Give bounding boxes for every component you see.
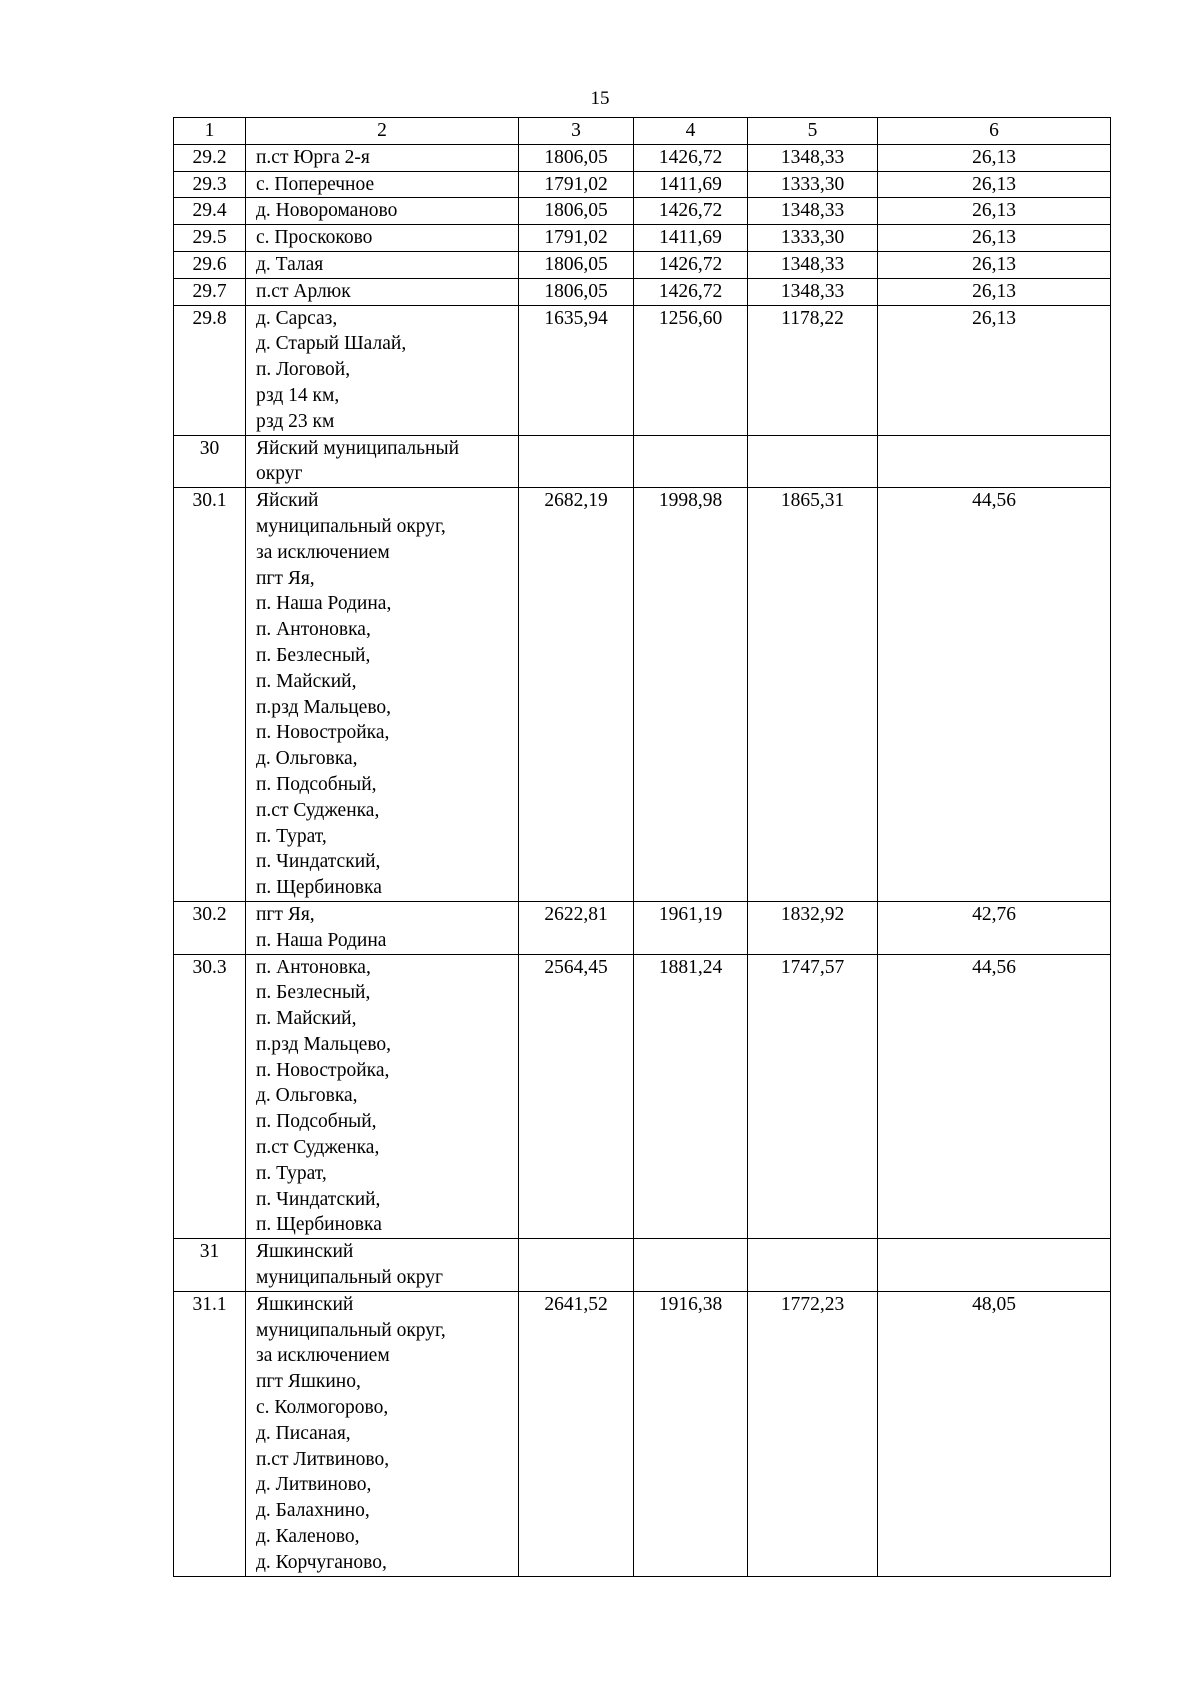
row-number-cell: 30: [174, 435, 246, 488]
value-cell-c5: 1333,30: [748, 171, 878, 198]
settlement-name-cell: [246, 1239, 519, 1292]
settlement-name-line: Яшкинский: [256, 1241, 354, 1263]
value-cell-c5: 1865,31: [748, 488, 878, 902]
column-header: 5: [748, 118, 878, 145]
value-cell-c3: 1806,05: [519, 198, 634, 225]
settlement-name-line: д. Новороманово: [256, 200, 398, 222]
table-row: [174, 488, 1111, 902]
column-header: 4: [634, 118, 748, 145]
settlement-name-line: п.ст Судженка,: [256, 1137, 380, 1159]
settlement-name-cell: [246, 1291, 519, 1576]
settlement-name-cell: [246, 954, 519, 1239]
settlement-name-line: д. Каленово,: [256, 1526, 360, 1548]
value-cell-c5: [748, 1239, 878, 1292]
settlement-name-cell: [246, 171, 519, 198]
value-cell-c3: 1806,05: [519, 278, 634, 305]
settlement-name-cell: [246, 278, 519, 305]
value-cell-c3: 1806,05: [519, 144, 634, 171]
value-cell-c5: 1178,22: [748, 305, 878, 435]
table-row: [174, 278, 1111, 305]
value-cell-c5: 1348,33: [748, 251, 878, 278]
row-number-cell: 29.2: [174, 144, 246, 171]
settlement-name-line: муниципальный округ,: [256, 1319, 446, 1341]
row-number-cell: 29.3: [174, 171, 246, 198]
settlement-name-line: муниципальный округ: [256, 1267, 444, 1289]
settlement-name-line: Яйский муниципальный: [256, 437, 460, 459]
value-cell-c5: 1832,92: [748, 901, 878, 954]
settlement-name-line: д. Ольговка,: [256, 1085, 358, 1107]
settlement-name-line: п.ст Арлюк: [256, 280, 351, 302]
settlement-name-cell: [246, 198, 519, 225]
row-number-cell: 29.5: [174, 225, 246, 252]
value-cell-c4: 1881,24: [634, 954, 748, 1239]
value-cell-c3: 2564,45: [519, 954, 634, 1239]
column-header: 3: [519, 118, 634, 145]
table-row: [174, 1239, 1111, 1292]
settlement-name-line: п. Подсобный,: [256, 1111, 377, 1133]
settlement-name-line: пгт Яя,: [256, 567, 315, 589]
value-cell-c5: 1772,23: [748, 1291, 878, 1576]
settlement-name-line: Яшкинский: [256, 1293, 354, 1315]
settlement-name-cell: [246, 251, 519, 278]
settlement-name-line: рзд 14 км,: [256, 384, 340, 406]
table-row: [174, 225, 1111, 252]
value-cell-c3: 1635,94: [519, 305, 634, 435]
value-cell-c5: [748, 435, 878, 488]
settlement-name-line: п.рзд Мальцево,: [256, 696, 392, 718]
settlement-name-line: п. Щербиновка: [256, 1214, 382, 1236]
settlement-name-line: д. Писаная,: [256, 1422, 351, 1444]
value-cell-c6: 44,56: [878, 488, 1111, 902]
settlement-name-line: п.ст Юрга 2-я: [256, 146, 370, 168]
settlement-name-line: п. Турат,: [256, 825, 327, 847]
value-cell-c6: 42,76: [878, 901, 1111, 954]
table-header-row: [174, 118, 1111, 145]
settlement-name-line: п. Антоновка,: [256, 956, 371, 978]
value-cell-c4: 1961,19: [634, 901, 748, 954]
table-row: [174, 954, 1111, 1239]
value-cell-c5: 1348,33: [748, 278, 878, 305]
settlement-name-line: п.ст Судженка,: [256, 799, 380, 821]
value-cell-c4: [634, 1239, 748, 1292]
value-cell-c4: 1426,72: [634, 198, 748, 225]
row-number-cell: 29.7: [174, 278, 246, 305]
table-row: [174, 198, 1111, 225]
value-cell-c5: 1333,30: [748, 225, 878, 252]
settlement-name-line: п. Чиндатский,: [256, 1188, 381, 1210]
value-cell-c4: [634, 435, 748, 488]
settlement-name-line: с. Колмогорово,: [256, 1397, 389, 1419]
settlement-name-line: п. Наша Родина,: [256, 593, 392, 615]
value-cell-c4: 1426,72: [634, 278, 748, 305]
value-cell-c6: 44,56: [878, 954, 1111, 1239]
value-cell-c3: 1791,02: [519, 225, 634, 252]
settlement-name-line: п. Чиндатский,: [256, 851, 381, 873]
value-cell-c3: [519, 435, 634, 488]
row-number-cell: 30.2: [174, 901, 246, 954]
value-cell-c6: 26,13: [878, 278, 1111, 305]
settlement-name-cell: [246, 488, 519, 902]
settlement-name-line: с. Поперечное: [256, 173, 375, 195]
column-header: 2: [246, 118, 519, 145]
value-cell-c6: [878, 435, 1111, 488]
settlement-name-line: округ: [256, 463, 303, 485]
settlement-name-line: п. Антоновка,: [256, 619, 371, 641]
column-header: 1: [174, 118, 246, 145]
value-cell-c3: [519, 1239, 634, 1292]
settlement-name-line: д. Старый Шалай,: [256, 333, 407, 355]
value-cell-c3: 1806,05: [519, 251, 634, 278]
settlement-name-line: пгт Яя,: [256, 903, 315, 925]
row-number-cell: 31.1: [174, 1291, 246, 1576]
settlement-name-line: муниципальный округ,: [256, 515, 446, 537]
value-cell-c4: 1998,98: [634, 488, 748, 902]
settlement-name-cell: [246, 435, 519, 488]
value-cell-c4: 1426,72: [634, 251, 748, 278]
row-number-cell: 30.3: [174, 954, 246, 1239]
settlement-name-line: д. Литвиново,: [256, 1474, 372, 1496]
settlement-name-line: д. Сарсаз,: [256, 307, 338, 329]
settlement-name-line: п. Подсобный,: [256, 773, 377, 795]
settlement-name-line: д. Балахнино,: [256, 1500, 370, 1522]
table-row: [174, 251, 1111, 278]
settlement-name-line: д. Талая: [256, 253, 324, 275]
value-cell-c3: 2622,81: [519, 901, 634, 954]
settlement-name-line: д. Корчуганово,: [256, 1551, 387, 1573]
table-row: [174, 171, 1111, 198]
value-cell-c5: 1348,33: [748, 144, 878, 171]
settlement-name-line: д. Ольговка,: [256, 748, 358, 770]
row-number-cell: 29.6: [174, 251, 246, 278]
settlement-name-line: п. Майский,: [256, 670, 357, 692]
row-number-cell: 29.4: [174, 198, 246, 225]
settlement-name-line: п. Турат,: [256, 1162, 327, 1184]
value-cell-c6: 26,13: [878, 144, 1111, 171]
settlement-name-cell: [246, 305, 519, 435]
settlement-name-line: за исключением: [256, 541, 390, 563]
value-cell-c4: 1426,72: [634, 144, 748, 171]
tariff-table: [173, 117, 1111, 1577]
value-cell-c4: 1411,69: [634, 171, 748, 198]
row-number-cell: 31: [174, 1239, 246, 1292]
settlement-name-line: с. Проскоково: [256, 227, 373, 249]
value-cell-c6: [878, 1239, 1111, 1292]
settlement-name-line: п. Майский,: [256, 1008, 357, 1030]
value-cell-c6: 26,13: [878, 198, 1111, 225]
table-row: [174, 435, 1111, 488]
settlement-name-line: за исключением: [256, 1345, 390, 1367]
table-row: [174, 1291, 1111, 1576]
value-cell-c6: 26,13: [878, 251, 1111, 278]
settlement-name-line: п. Логовой,: [256, 359, 351, 381]
value-cell-c6: 26,13: [878, 171, 1111, 198]
settlement-name-line: п. Новостройка,: [256, 722, 390, 744]
value-cell-c3: 2682,19: [519, 488, 634, 902]
page-number: 15: [590, 88, 610, 109]
column-header: 6: [878, 118, 1111, 145]
value-cell-c4: 1256,60: [634, 305, 748, 435]
value-cell-c3: 2641,52: [519, 1291, 634, 1576]
value-cell-c5: 1747,57: [748, 954, 878, 1239]
settlement-name-line: п. Новостройка,: [256, 1059, 390, 1081]
value-cell-c3: 1791,02: [519, 171, 634, 198]
settlement-name-cell: [246, 225, 519, 252]
settlement-name-line: рзд 23 км: [256, 410, 335, 432]
value-cell-c6: 26,13: [878, 305, 1111, 435]
settlement-name-cell: [246, 144, 519, 171]
table-row: [174, 144, 1111, 171]
settlement-name-line: п.ст Литвиново,: [256, 1448, 390, 1470]
table-row: [174, 901, 1111, 954]
settlement-name-line: п. Безлесный,: [256, 644, 371, 666]
value-cell-c4: 1411,69: [634, 225, 748, 252]
settlement-name-line: п. Щербиновка: [256, 877, 382, 899]
row-number-cell: 30.1: [174, 488, 246, 902]
value-cell-c5: 1348,33: [748, 198, 878, 225]
value-cell-c6: 48,05: [878, 1291, 1111, 1576]
settlement-name-line: п. Безлесный,: [256, 982, 371, 1004]
settlement-name-line: пгт Яшкино,: [256, 1371, 361, 1393]
settlement-name-line: Яйский: [256, 490, 319, 512]
value-cell-c4: 1916,38: [634, 1291, 748, 1576]
row-number-cell: 29.8: [174, 305, 246, 435]
settlement-name-line: п. Наша Родина: [256, 929, 387, 951]
settlement-name-line: п.рзд Мальцево,: [256, 1033, 392, 1055]
settlement-name-cell: [246, 901, 519, 954]
table-row: [174, 305, 1111, 435]
value-cell-c6: 26,13: [878, 225, 1111, 252]
